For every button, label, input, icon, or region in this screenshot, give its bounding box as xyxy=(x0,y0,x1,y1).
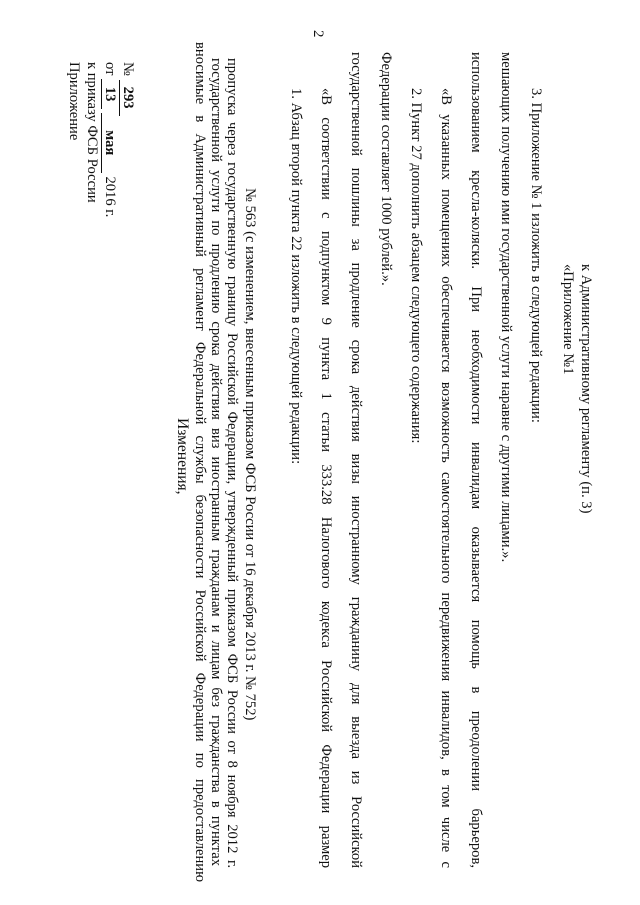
document-title: Изменения, xyxy=(174,418,191,495)
date-prefix: от xyxy=(102,62,118,76)
item-2: 2. Пункт 27 дополнить абзацем следующего содержания: xyxy=(408,88,424,444)
quote-2-line-3: мешающих получению ими государственной услуги наравне с другими лицами.». xyxy=(498,52,514,563)
item-1: 1. Абзац второй пункта 22 изложить в следующей редакции: xyxy=(288,88,304,465)
subtitle-line-4: № 563 (с изменением, внесенным приказом ФСБ России от 16 декабря 2013 г. № 752) xyxy=(242,188,258,721)
appendix-date-line xyxy=(101,62,118,217)
quote-1-line-1: «В соответствии с подпунктом 9 пункта 1 статьи 333.28 Налогового кодекса Российской Федерации размер xyxy=(318,88,334,868)
subtitle-line-2: государственной услуги по продлению срока действия виз иностранным гражданам и лицам без гражданства в пунктах xyxy=(208,58,224,866)
order-number: 293 xyxy=(119,80,136,116)
date-month: мая xyxy=(101,113,118,173)
appendix-title: Приложение xyxy=(66,62,82,141)
appendix-order-ref: к приказу ФСБ России xyxy=(84,62,100,203)
page-number: 2 xyxy=(310,30,326,38)
quote-1-line-3: Федерации составляет 1000 рублей.». xyxy=(378,52,394,286)
footer-appendix-title: «Приложение №1 xyxy=(560,264,576,375)
appendix-number-line xyxy=(119,62,136,116)
quote-1-line-2: государственной пошлины за продление срока действия визы иностранному гражданину для выезда из Российской xyxy=(348,52,364,868)
quote-2-line-2: использованием кресла-коляски. При необходимости инвалидам оказывается помощь в преодолении барьеров, xyxy=(468,52,484,868)
number-prefix: № xyxy=(120,62,136,76)
item-3: 3. Приложение № 1 изложить в следующей редакции: xyxy=(528,88,544,423)
subtitle-line-1: вносимые в Административный регламент Федеральной службы безопасности Российской Федерации по предоставлению xyxy=(192,42,208,882)
quote-2-line-1: «В указанных помещениях обеспечивается возможность самостоятельного передвижения инвалидов, в том числе с xyxy=(438,88,454,868)
date-year: 2016 г. xyxy=(102,176,118,218)
date-day: 13 xyxy=(101,79,118,109)
subtitle-line-3: пропуска через государственную границу Российской Федерации, утвержденный приказом ФСБ России от 8 ноября 2012 г. xyxy=(224,58,240,868)
footer-appendix-ref: к Административному регламенту (п. 3) xyxy=(578,264,594,514)
